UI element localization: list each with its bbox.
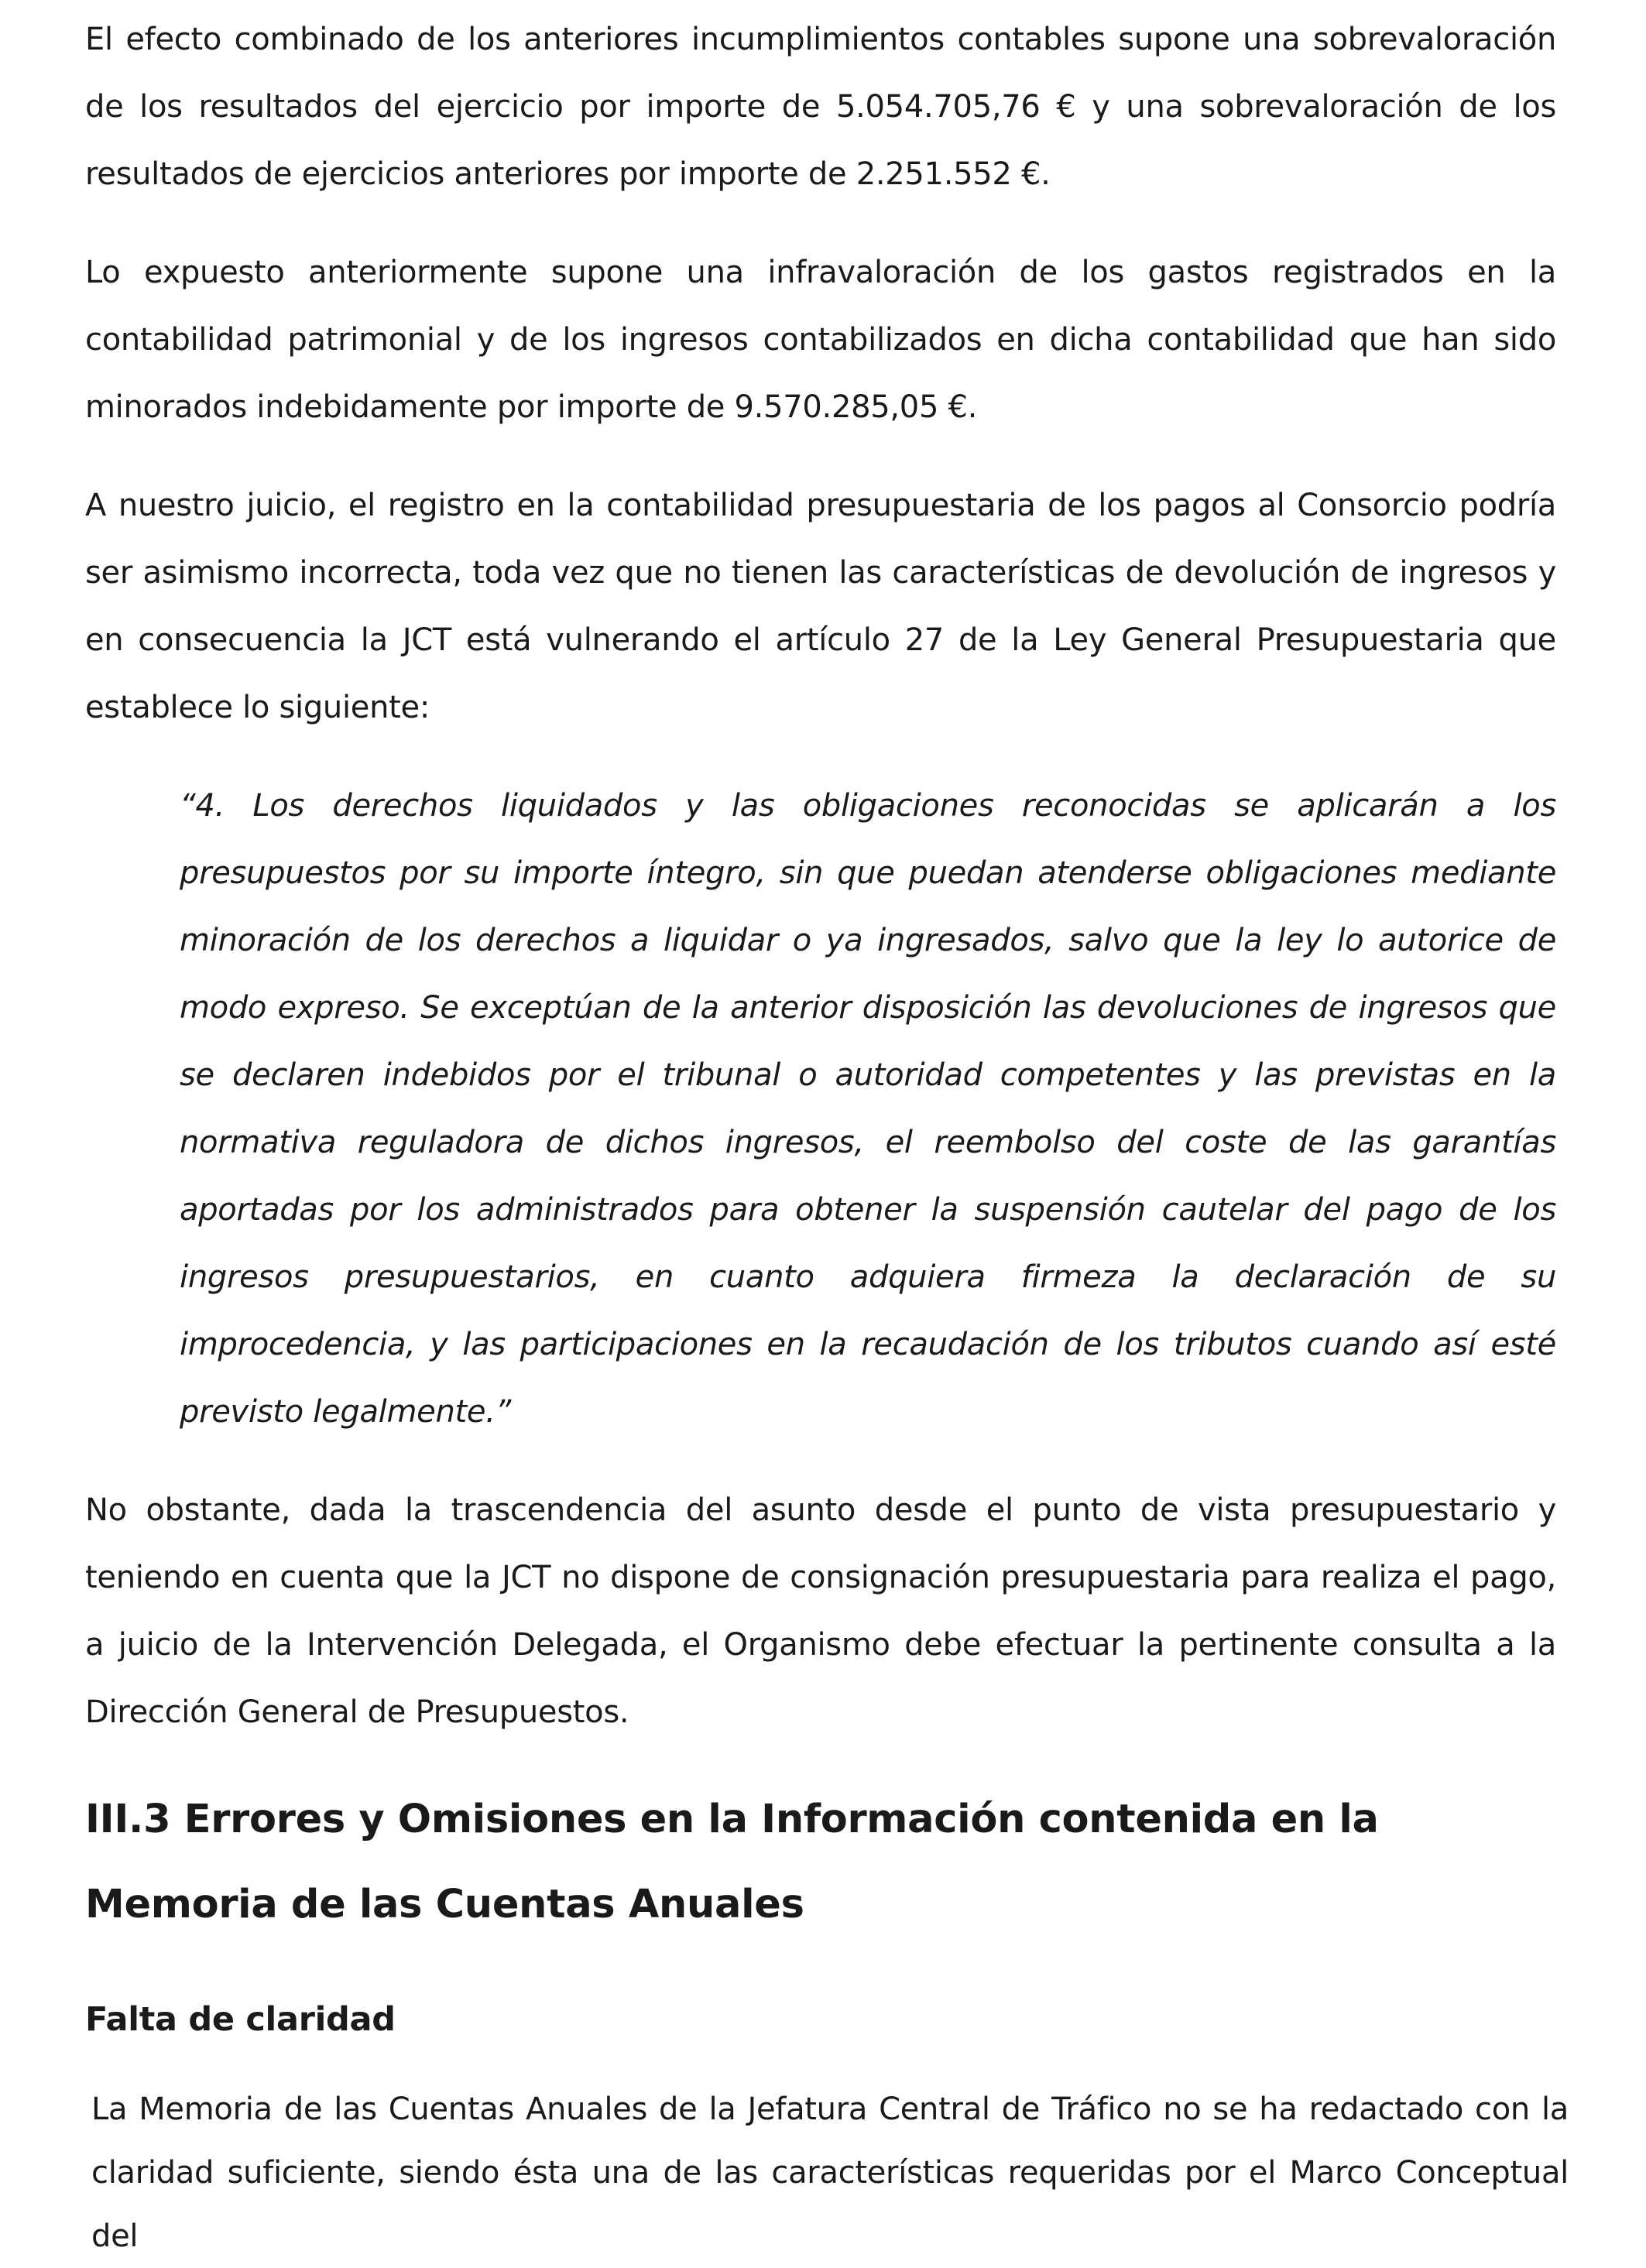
paragraph-sobrevaloracion: El efecto combinado de los anteriores incumplimientos contables supone una sobrevaloración de los resultados del ejercicio por importe de 5.054.705,76 € y una sobrevaloración de los resultados de ejercicios anteriores por importe de 2.251.552 €. — [85, 22, 1556, 192]
document-page — [85, 6, 1569, 2268]
paragraph-memoria: La Memoria de las Cuentas Anuales de la Jefatura Central de Tráfico no se ha redactado con la claridad suficiente, siendo ésta una de las características requeridas por el Marco Conceptual del — [91, 2092, 1569, 2254]
subheading: Falta de claridad — [85, 2000, 396, 2039]
paragraph-registro-presupuestario: A nuestro juicio, el registro en la contabilidad presupuestaria de los pagos al Consorcio podría ser asimismo incorrecta, toda vez que no tienen las características de devolución de ingresos y en consecuencia la JCT está vulnerando el artículo 27 de la Ley General Presupuestaria que establece lo siguiente: — [85, 488, 1556, 725]
section-heading: III.3 Errores y Omisiones en la Información contenida en la Memoria de las Cuentas Anuales — [85, 1797, 1379, 1927]
paragraph-infravaloracion: Lo expuesto anteriormente supone una infravaloración de los gastos registrados en la contabilidad patrimonial y de los ingresos contabilizados en dicha contabilidad que han sido minorados indebidamente por importe de 9.570.285,05 €. — [85, 255, 1556, 425]
paragraph-no-obstante: No obstante, dada la trascendencia del asunto desde el punto de vista presupuestario y teniendo en cuenta que la JCT no dispone de consignación presupuestaria para realiza el pago, a juicio de la Intervención Delegada, el Organismo debe efectuar la pertinente consulta a la Dirección General de Presupuestos. — [85, 1492, 1556, 1730]
legal-quote: “4. Los derechos liquidados y las obligaciones reconocidas se aplicarán a los presupuestos por su importe íntegro, sin que puedan atenderse obligaciones mediante minoración de los derechos a liquidar o ya ingresados, salvo que la ley lo autorice de modo expreso. Se exceptúan de la anterior disposición las devoluciones de ingresos que se declaren indebidos por el tribunal o autoridad competentes y las previstas en la normativa reguladora de dichos ingresos, el reembolso del coste de las garantías aportadas por los administrados para obtener la suspensión cautelar del pago de los ingresos presupuestarios, en cuanto adquiera firmeza la declaración de su improcedencia, y las participaciones en la recaudación de los tributos cuando así esté previsto legalmente.” — [180, 788, 1556, 1430]
